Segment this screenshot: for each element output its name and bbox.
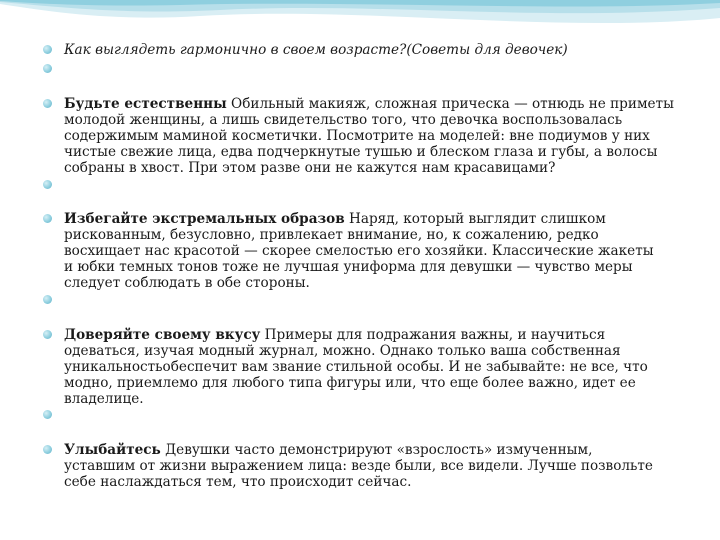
paragraph-line: чистые свежие лица, едва подчеркнутые тушью и блеском глаза и губы, а волосы — [64, 144, 658, 160]
bullet-icon — [43, 445, 52, 454]
paragraph-line: Девушки часто демонстрируют «взрослость» измученным, — [160, 442, 593, 458]
bullet-icon — [43, 214, 52, 223]
paragraph-smile — [64, 442, 704, 490]
paragraph-line: собраны в хвост. При этом разве они не кажутся нам красавицами? — [64, 160, 556, 176]
bullet-icon — [43, 410, 52, 419]
paragraph-heading: Улыбайтесь — [64, 442, 161, 458]
paragraph-line: молодой женщины, а лишь свидетельство того, что девочка воспользовалась — [64, 112, 623, 128]
paragraph-line: восхищает нас красотой — скорее смелостью его хозяйки. Классические жакеты — [64, 243, 654, 259]
paragraph-line: уникальностьобеспечит вам звание стильной особы. И не забывайте: не все, что — [64, 359, 648, 375]
paragraph-line: владелице. — [64, 391, 144, 407]
bullet-icon — [43, 330, 52, 339]
paragraph-line: одеваться, изучая модный журнал, можно. Однако только ваша собственная — [64, 343, 621, 359]
paragraph-extreme — [64, 211, 704, 291]
paragraph-line: уставшим от жизни выражением лица: везде были, все видели. Лучше позвольте — [64, 458, 653, 474]
bullet-icon — [43, 99, 52, 108]
paragraph-taste — [64, 327, 704, 407]
paragraph-line: содержимым маминой косметички. Посмотрите на моделей: вне подиумов у них — [64, 128, 650, 144]
paragraph-heading: Будьте естественны — [64, 96, 227, 112]
bullet-icon — [43, 295, 52, 304]
paragraph-line: Наряд, который выглядит слишком — [344, 211, 606, 227]
title-text: Как выглядеть гармонично в своем возрасте?(Советы для девочек) — [64, 42, 568, 58]
paragraph-heading: Избегайте экстремальных образов — [64, 211, 345, 227]
paragraph-line: Примеры для подражания важны, и научиться — [260, 327, 606, 343]
paragraph-line: Обильный макияж, сложная прическа — отнюдь не приметы — [226, 96, 674, 112]
paragraph-heading: Доверяйте своему вкусу — [64, 327, 261, 343]
paragraph-natural — [64, 96, 704, 176]
paragraph-line: модно, приемлемо для любого типа фигуры или, что еще более важно, идет ее — [64, 375, 636, 391]
slide-title-line — [64, 42, 704, 58]
paragraph-line: себе наслаждаться тем, что происходит сейчас. — [64, 474, 412, 490]
bullet-icon — [43, 64, 52, 73]
bullet-icon — [43, 45, 52, 54]
paragraph-line: и юбки темных тонов тоже не лучшая униформа для девушки — чувство меры — [64, 259, 633, 275]
bullet-icon — [43, 180, 52, 189]
paragraph-line: рискованным, безусловно, привлекает внимание, но, к сожалению, редко — [64, 227, 599, 243]
paragraph-line: следует соблюдать в обе стороны. — [64, 275, 310, 291]
